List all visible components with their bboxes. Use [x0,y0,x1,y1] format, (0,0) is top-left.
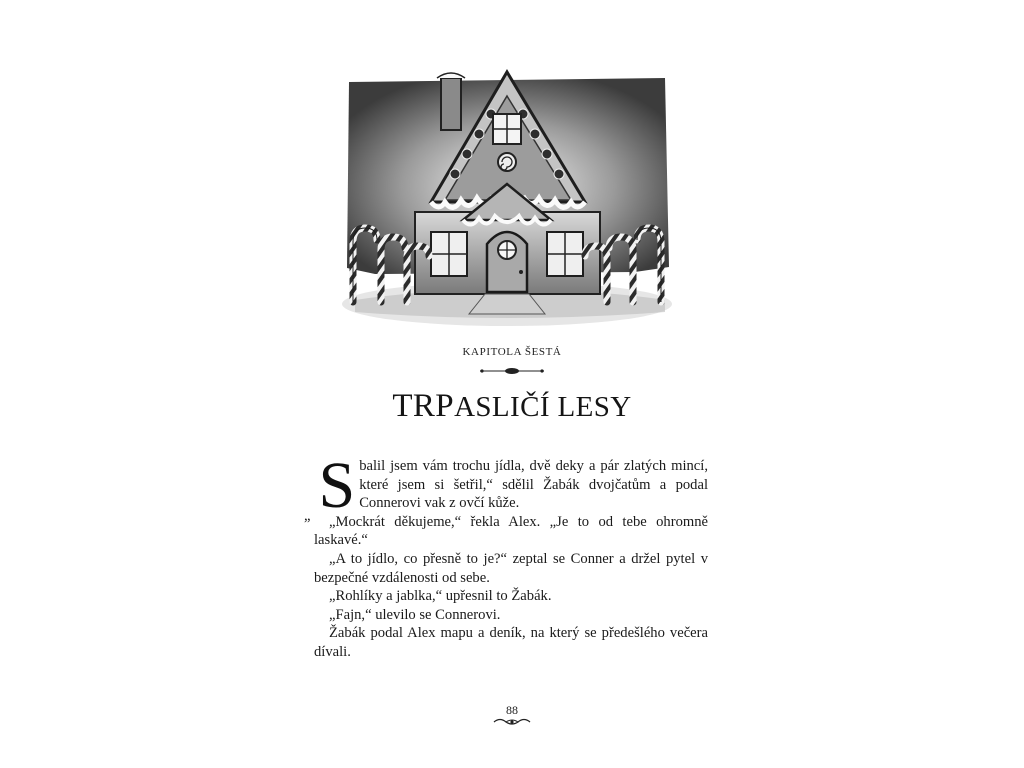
body-text [304,449,708,662]
gingerbread-house-illustration [335,62,680,330]
chapter-label: KAPITOLA ŠESTÁ [462,346,562,358]
drop-cap-letter: S [318,449,356,522]
footer-ornament [492,717,532,726]
paragraph-text: balil jsem vám trochu jídla, dvě deky a pár zlatých mincí, které jsem si šetřil,“ sdělil Žabák dvojčatům a podal Connerovi vak z ovčí kůže. [359,458,708,512]
paragraph: Žabák podal Alex mapu a deník, na který se předešlého večera dívali. [314,625,708,660]
chapter-title-rest: ASLIČÍ LESY [454,391,632,423]
paragraph: „Mockrát děkujeme,“ řekla Alex. „Je to od tebe ohromně laskavé.“ [314,513,708,549]
paragraph: „Rohlíky a jablka,“ upřesnil to Žabák. [329,588,552,605]
chapter-title [0,388,1024,425]
divider-ornament [478,366,546,376]
paragraph: „A to jídlo, co přesně to je?“ zeptal se Conner a držel pytel v bezpečné vzdálenosti od sebe. [314,550,708,586]
paragraph: „Fajn,“ ulevilo se Connerovi. [329,606,501,623]
page-number: 88 [506,703,518,717]
opening-quote: „ [304,508,311,524]
chapter-title-caps: TRP [392,388,455,424]
drop-cap [304,449,356,524]
paragraph [304,449,708,524]
